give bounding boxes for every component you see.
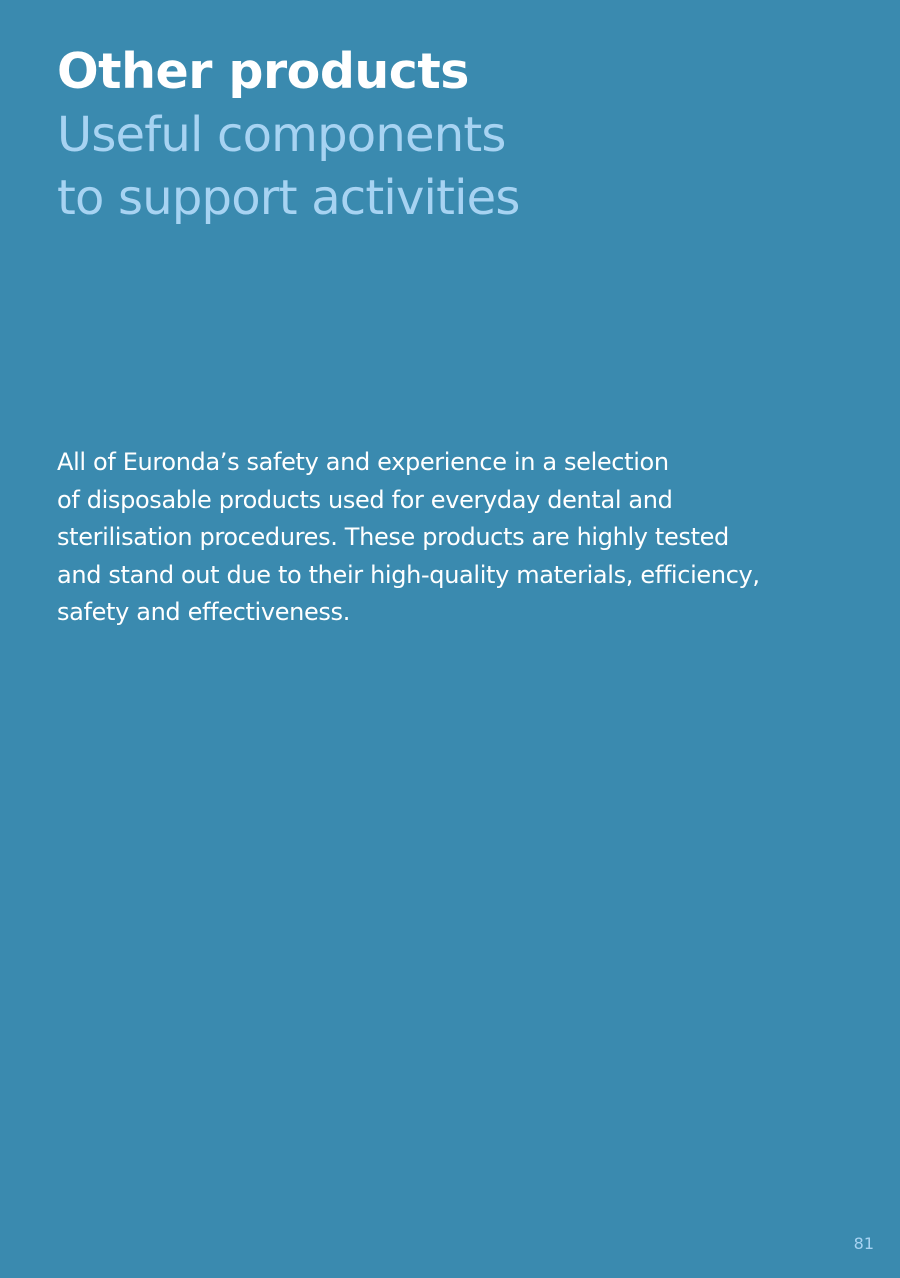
intro-line: and stand out due to their high-quality materials, efficiency, <box>57 560 760 589</box>
intro-line: All of Euronda’s safety and experience in a selection <box>57 448 669 476</box>
page-heading <box>57 40 837 230</box>
intro-line: safety and effectiveness. <box>57 598 350 626</box>
page-number: 81 <box>853 1234 874 1253</box>
subtitle-line: to support activities <box>57 170 520 226</box>
page-subtitle <box>57 104 837 230</box>
intro-line: of disposable products used for everyday dental and <box>57 485 673 514</box>
intro-line: sterilisation procedures. These products are highly tested <box>57 523 729 551</box>
subtitle-line: Useful components <box>57 107 506 163</box>
page-title: Other products <box>57 43 469 100</box>
intro-paragraph <box>57 444 857 632</box>
